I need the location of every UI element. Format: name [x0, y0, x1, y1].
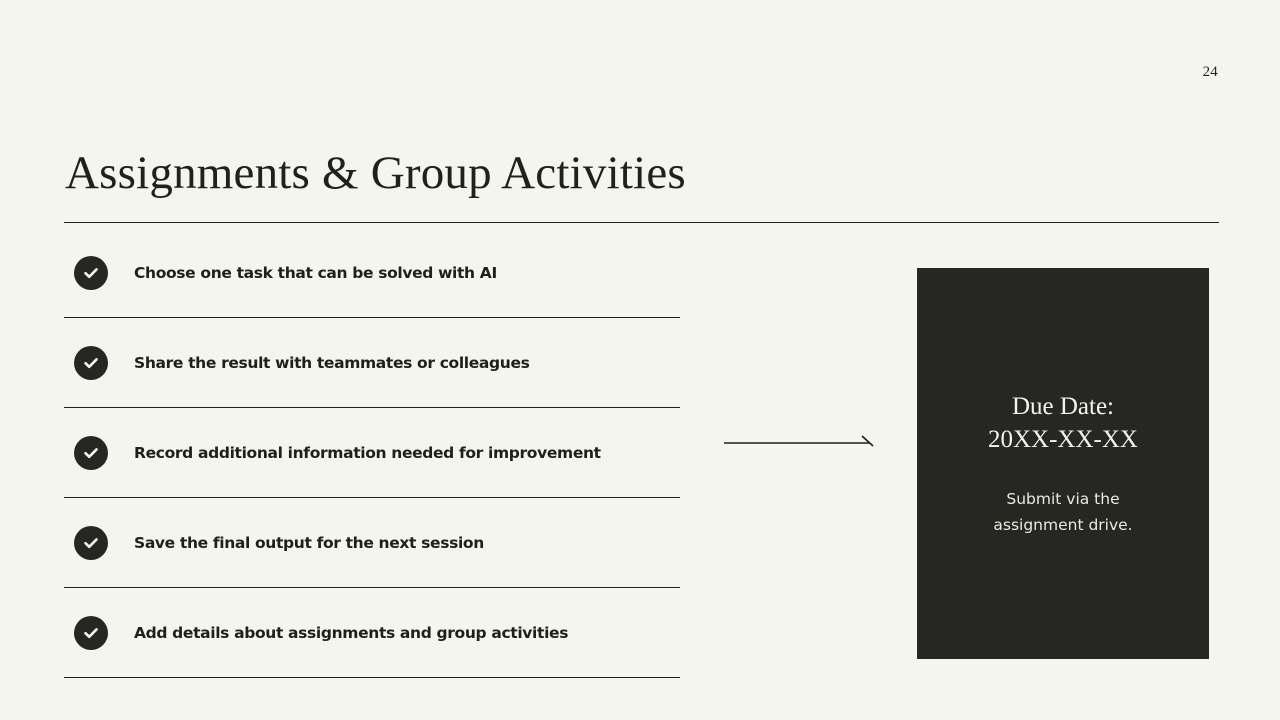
list-item-label: Save the final output for the next session	[134, 533, 484, 552]
list-item-label: Choose one task that can be solved with AI	[134, 263, 497, 282]
list-item-label: Record additional information needed for improvement	[134, 443, 601, 462]
list-item-label: Add details about assignments and group activities	[134, 623, 569, 642]
list-item-label: Share the result with teammates or colleagues	[134, 353, 530, 372]
due-date-card	[917, 268, 1209, 659]
list-item	[64, 318, 680, 408]
check-circle-icon	[74, 526, 108, 560]
arrow-right-icon	[724, 428, 874, 456]
due-date-label: Due Date:	[1011, 392, 1115, 420]
list-item	[64, 498, 680, 588]
title-divider	[64, 222, 1219, 223]
page-number: 24	[1202, 64, 1218, 80]
list-item	[64, 588, 680, 678]
submission-note: Submit via the assignment drive.	[993, 489, 1133, 534]
check-circle-icon	[74, 346, 108, 380]
page-title: Assignments & Group Activities	[65, 147, 686, 199]
list-item	[64, 408, 680, 498]
due-date-value: 20XX-XX-XX	[988, 425, 1138, 453]
check-circle-icon	[74, 616, 108, 650]
checklist	[64, 228, 680, 678]
check-circle-icon	[74, 256, 108, 290]
list-item	[64, 228, 680, 318]
check-circle-icon	[74, 436, 108, 470]
